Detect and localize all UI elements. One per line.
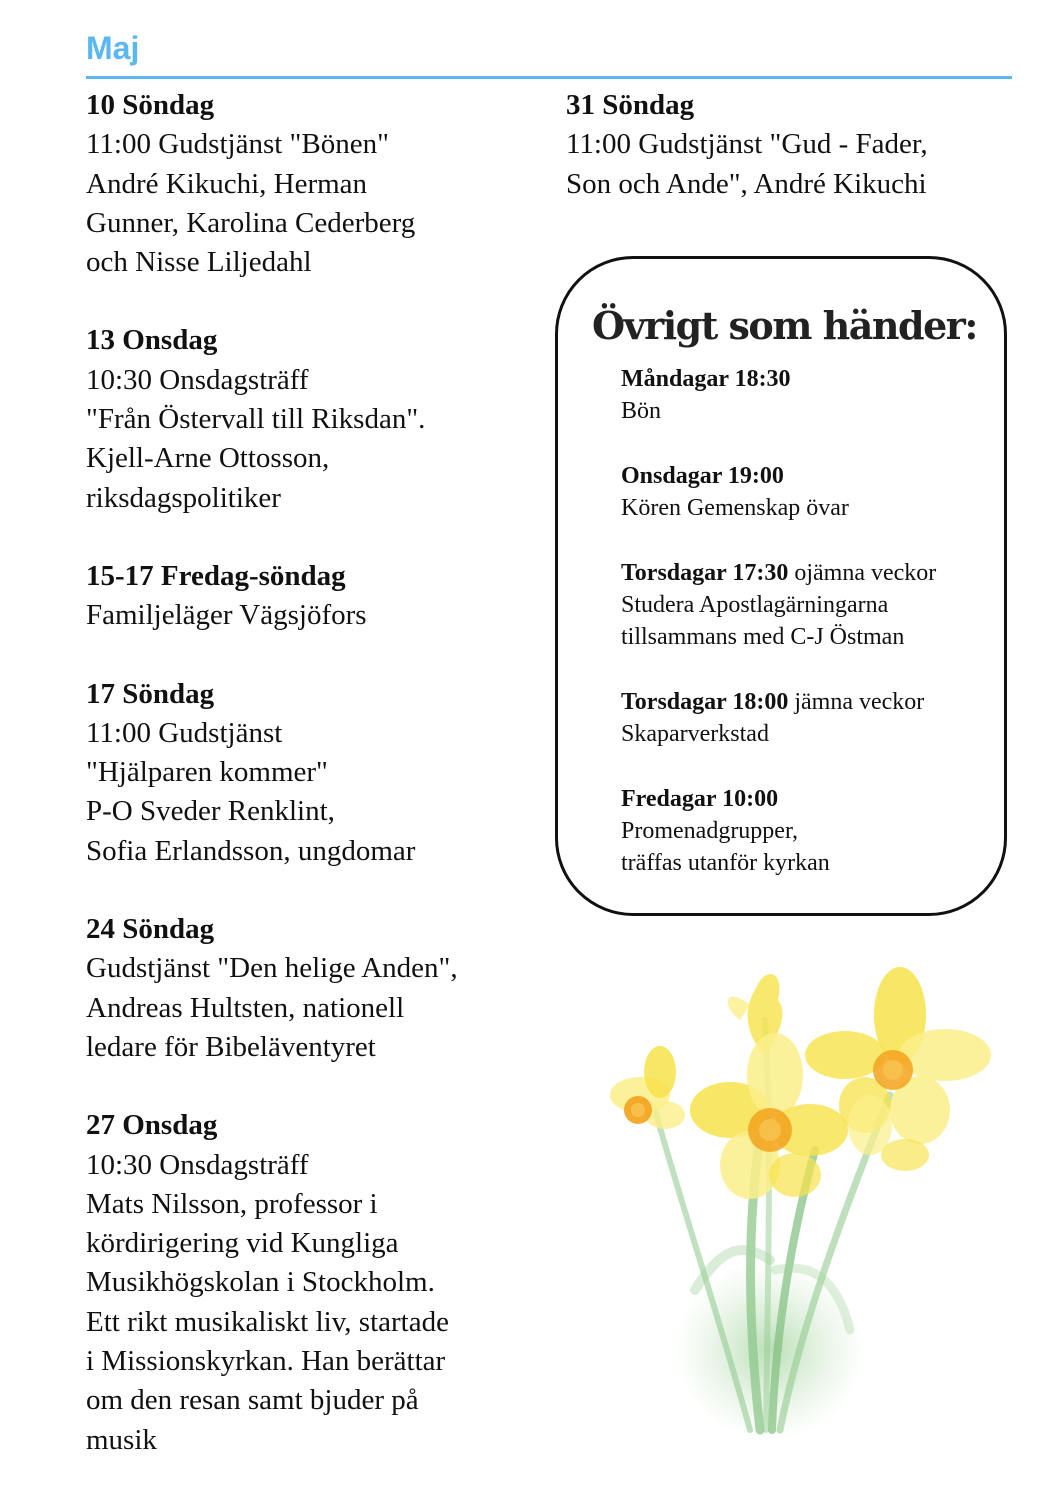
event-line: P-O Sveder Renklint, [86, 795, 335, 828]
activity-list [621, 363, 1011, 912]
daffodil-flower [610, 1046, 685, 1129]
event-line: Kjell-Arne Ottosson, [86, 442, 330, 475]
event-line: "Hjälparen kommer" [86, 756, 328, 789]
activity-line: Promenadgrupper, [621, 818, 798, 844]
activity-time: Torsdagar 18:00 [621, 689, 789, 715]
event-line: Familjeläger Vägsjöfors [86, 599, 367, 632]
event-item [86, 675, 546, 871]
event-line: och Nisse Liljedahl [86, 246, 312, 279]
event-title: 10 Söndag [86, 89, 215, 121]
event-item [86, 910, 546, 1067]
event-line: 10:30 Onsdagsträff [86, 363, 309, 396]
event-line: Andreas Hultsten, nationell [86, 991, 405, 1024]
activity-line: Studera Apostlagärningarna [621, 592, 889, 618]
event-line: Son och Ande", André Kikuchi [566, 167, 927, 200]
activity-line: träffas utanför kyrkan [621, 850, 830, 876]
activity-line: Kören Gemenskap övar [621, 495, 849, 521]
event-title: 27 Onsdag [86, 1109, 218, 1142]
event-item [86, 557, 546, 636]
event-line: Musikhögskolan i Stockholm. [86, 1266, 435, 1299]
activity-line: Skaparverkstad [621, 721, 769, 747]
event-line: André Kikuchi, Herman [86, 167, 368, 200]
activity-time: Måndagar 18:30 [621, 366, 791, 392]
event-line: "Från Östervall till Riksdan". [86, 403, 426, 436]
event-line: om den resan samt bjuder på [86, 1384, 419, 1417]
event-line: Gunner, Karolina Cederberg [86, 206, 416, 239]
event-title: 17 Söndag [86, 677, 215, 710]
event-title: 15-17 Fredag-söndag [86, 559, 346, 592]
event-line: 11:00 Gudstjänst "Bönen" [86, 128, 389, 161]
month-heading: Maj [86, 30, 140, 66]
event-title: 24 Söndag [86, 913, 215, 946]
activity-item [621, 363, 1011, 427]
event-line: 10:30 Onsdagsträff [86, 1148, 309, 1181]
event-line: 11:00 Gudstjänst "Gud - Fader, [566, 128, 928, 161]
month-divider [86, 76, 1012, 79]
event-line: riksdagspolitiker [86, 481, 281, 514]
activity-time: Onsdagar 19:00 [621, 463, 784, 489]
event-item [86, 1106, 546, 1460]
activity-time: Torsdagar 17:30 [621, 560, 789, 586]
activity-item [621, 557, 1011, 653]
event-line: musik [86, 1423, 157, 1456]
activity-item [621, 783, 1011, 879]
event-item [566, 86, 1011, 204]
activity-line: tillsammans med C-J Östman [621, 624, 905, 650]
other-activities-box [555, 256, 1007, 916]
event-line: Ett rikt musikaliskt liv, startade [86, 1305, 449, 1338]
activity-time: Fredagar 10:00 [621, 786, 779, 812]
event-line: i Missionskyrkan. Han berättar [86, 1345, 446, 1378]
activity-note: jämna veckor [794, 689, 925, 715]
event-line: Sofia Erlandsson, ungdomar [86, 834, 416, 867]
event-line: Mats Nilsson, professor i [86, 1187, 378, 1220]
event-line: Gudstjänst "Den helige Anden", [86, 952, 458, 985]
event-line: 11:00 Gudstjänst [86, 716, 283, 749]
event-title: 13 Onsdag [86, 324, 218, 357]
activity-line: Bön [621, 398, 662, 424]
activity-note: ojämna veckor [794, 560, 937, 586]
event-line: kördirigering vid Kungliga [86, 1227, 399, 1260]
event-list-left [86, 86, 546, 1499]
event-item [86, 86, 546, 282]
other-activities-title: Övrigt som händer: [592, 303, 977, 348]
activity-item [621, 460, 1011, 524]
event-list-right [566, 86, 1011, 243]
event-item [86, 321, 546, 517]
activity-item [621, 686, 1011, 750]
daffodil-bouquet-illustration [600, 960, 1000, 1450]
event-title: 31 Söndag [566, 89, 695, 121]
event-line: ledare för Bibeläventyret [86, 1030, 376, 1063]
